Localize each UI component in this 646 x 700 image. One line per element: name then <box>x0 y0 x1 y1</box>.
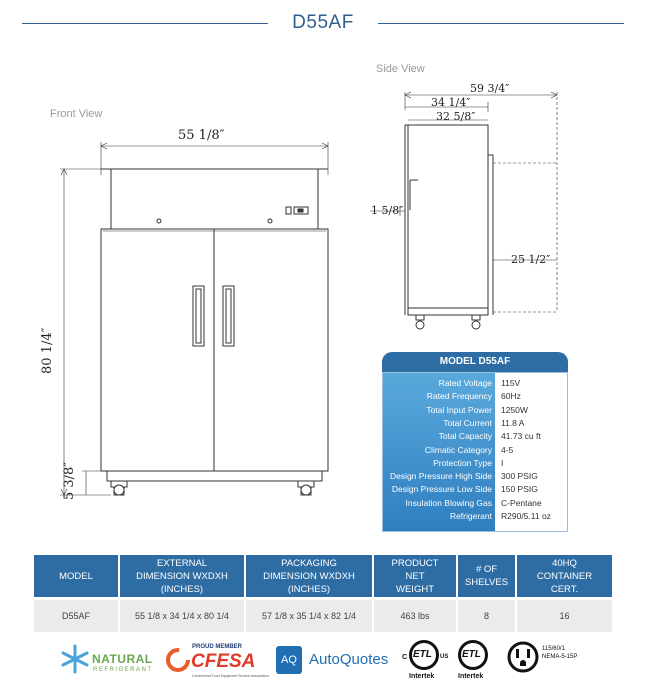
intertek-text: Intertek <box>458 673 484 680</box>
spec-value: 115V <box>501 378 521 388</box>
cfesa-subtitle: Commercial Food Equipment Service Association <box>192 674 269 678</box>
title-rule-right <box>378 23 624 24</box>
spec-key: Protection Type <box>433 457 492 468</box>
etl-text: ETL <box>462 649 481 660</box>
cfesa-swoosh-icon <box>166 648 190 672</box>
etl-us-mark: US <box>440 654 449 660</box>
spec-key: Design Pressure High Side <box>389 471 492 482</box>
plug-nema-text: NEMA-5-15P <box>542 654 578 660</box>
snowflake-icon <box>60 644 90 674</box>
side-door-dimension: 1 5/8″ <box>371 204 404 217</box>
spec-row <box>383 470 569 483</box>
front-view-label: Front View <box>50 108 103 120</box>
spec-key: Climatic Category <box>424 444 492 455</box>
table-header-cell: MODEL <box>34 555 118 597</box>
spec-row <box>383 483 569 496</box>
spec-key: Total Input Power <box>426 404 492 415</box>
spec-key: Insulation Blowing Gas <box>405 497 492 508</box>
table-header-cell: PRODUCT NET WEIGHT <box>374 555 456 597</box>
table-header-cell: EXTERNAL DIMENSION WXDXH (INCHES) <box>120 555 244 597</box>
cfesa-logo <box>166 644 268 680</box>
autoquotes-logo <box>276 646 400 676</box>
spec-value: 300 PSIG <box>501 471 538 482</box>
page-title: D55AF <box>292 12 354 33</box>
side-view-label: Side View <box>376 63 425 75</box>
spec-key: Design Pressure Low Side <box>391 484 492 495</box>
spec-row <box>383 404 569 417</box>
front-caster-dimension: 5 3/8″ <box>62 461 77 500</box>
spec-key: Rated Frequency <box>426 391 492 402</box>
etl-cus-logo <box>400 638 450 688</box>
table-cell: 57 1/8 x 35 1/4 x 82 1/4 <box>246 600 372 632</box>
autoquotes-wordmark: AutoQuotes <box>309 651 389 668</box>
etl-text: ETL <box>413 649 432 660</box>
spec-row <box>383 510 569 523</box>
natural-logo-text: NATURAL <box>92 652 153 666</box>
refrigerant-logo-text: REFRIGERANT <box>93 667 153 673</box>
table-row <box>34 600 612 632</box>
spec-value: 60Hz <box>501 391 521 402</box>
spec-row <box>383 417 569 430</box>
table-cell: 55 1/8 x 34 1/4 x 80 1/4 <box>120 600 244 632</box>
side-swing-dimension: 25 1/2″ <box>511 253 551 266</box>
spec-value: C-Pentane <box>501 497 542 508</box>
table-cell: 463 lbs <box>374 600 456 632</box>
spec-value: R290/5.11 oz <box>501 511 551 521</box>
certification-logos <box>0 638 646 688</box>
table-header-cell: 40HQ CONTAINER CERT. <box>517 555 612 597</box>
spec-value: 41.73 cu ft <box>501 431 541 442</box>
spec-key: Refrigerant <box>449 511 492 521</box>
front-view-drawing <box>0 0 360 520</box>
product-table <box>34 555 612 632</box>
cfesa-proud-member: PROUD MEMBER <box>192 644 243 650</box>
etl-c-mark: C <box>402 654 408 661</box>
cfesa-wordmark: CFESA <box>191 651 256 672</box>
etl-logo <box>456 638 496 688</box>
table-cell: 16 <box>517 600 612 632</box>
spec-key: Rated Voltage <box>438 378 492 388</box>
spec-value: I <box>501 457 504 468</box>
front-height-dimension: 80 1/4″ <box>40 327 55 374</box>
front-width-dimension: 55 1/8″ <box>178 128 225 143</box>
aq-badge: AQ <box>276 646 302 674</box>
nema-plug-logo <box>506 640 596 680</box>
spec-key: Total Capacity <box>438 431 492 442</box>
plug-outlet-icon <box>506 640 540 674</box>
spec-row <box>383 377 569 390</box>
spec-row <box>383 497 569 510</box>
spec-key: Total Current <box>443 417 492 428</box>
table-header-cell: # OF SHELVES <box>458 555 515 597</box>
spec-value: 11.8 A <box>501 417 525 428</box>
side-depth-dimension: 34 1/4″ <box>431 96 471 109</box>
spec-row <box>383 430 569 443</box>
spec-value: 150 PSIG <box>501 484 538 495</box>
spec-table <box>382 372 568 532</box>
table-cell: D55AF <box>34 600 118 632</box>
table-cell: 8 <box>458 600 515 632</box>
side-inner-dimension: 32 5/8″ <box>436 110 476 123</box>
spec-row <box>383 390 569 403</box>
table-header-cell: PACKAGING DIMENSION WXDXH (INCHES) <box>246 555 372 597</box>
spec-row <box>383 457 569 470</box>
spec-row <box>383 444 569 457</box>
spec-header: MODEL D55AF <box>382 352 568 372</box>
natural-refrigerant-logo <box>60 644 160 680</box>
side-total-dimension: 59 3/4″ <box>470 82 510 95</box>
table-header-row <box>34 555 612 597</box>
spec-value: 1250W <box>501 404 528 415</box>
intertek-text: Intertek <box>409 673 435 680</box>
plug-rating-text: 115/60/1 <box>542 646 565 652</box>
spec-value: 4-5 <box>501 444 514 455</box>
